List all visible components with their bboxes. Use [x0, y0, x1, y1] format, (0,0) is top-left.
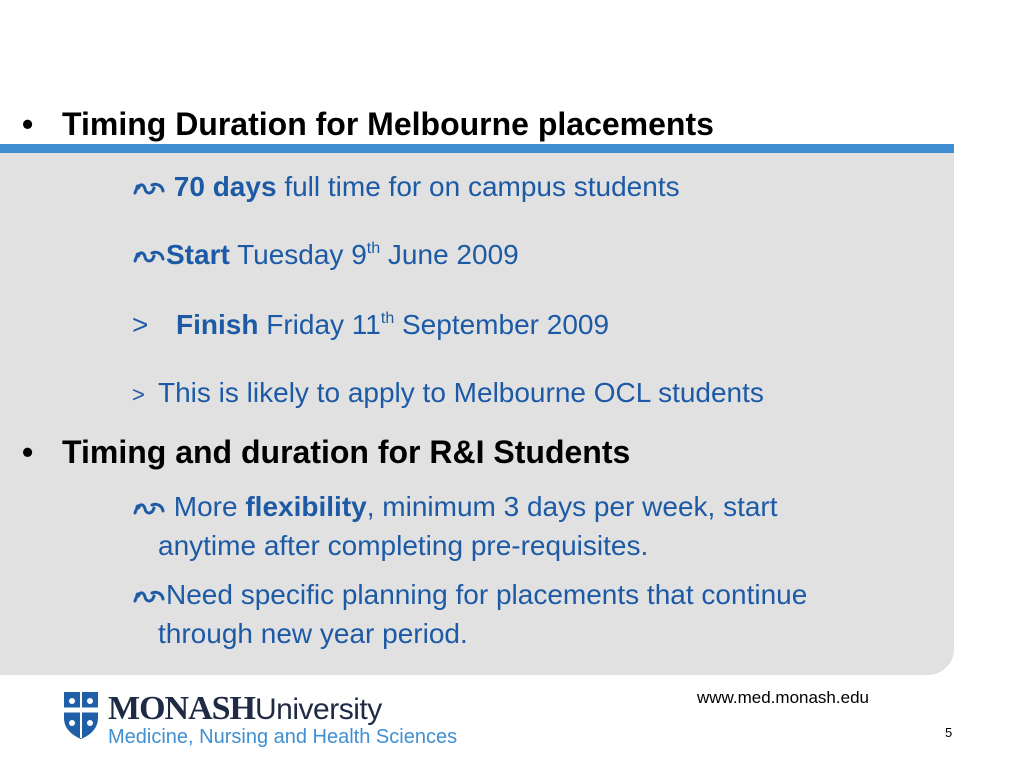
arrow-bullet-icon: >	[132, 382, 145, 407]
monash-crest-icon	[62, 690, 100, 740]
swirl-bullet-icon	[132, 170, 166, 204]
sub-item-start: Start Tuesday 9th June 2009	[132, 238, 519, 272]
sub-item-flexibility-line2: anytime after completing pre-requisites.	[158, 530, 649, 561]
swirl-bullet-icon	[132, 238, 166, 272]
logo-faculty: Medicine, Nursing and Health Sciences	[108, 726, 458, 748]
sub-item-planning: Need specific planning for placements that continue	[132, 578, 807, 612]
logo-wordmark: MONASHUniversity	[108, 690, 382, 727]
swirl-bullet-icon	[132, 578, 166, 612]
footer-url: www.med.monash.edu	[697, 688, 869, 707]
arrow-bullet-icon: >	[132, 309, 149, 340]
sub-item-planning-line2: through new year period.	[158, 618, 468, 649]
sub-item-days: 70 days full time for on campus students	[132, 170, 680, 204]
sub-item-likely: > This is likely to apply to Melbourne OCL students	[132, 377, 764, 408]
page-number: 5	[945, 725, 953, 740]
swirl-bullet-icon	[132, 490, 166, 524]
bullet-ri-students: • Timing and duration for R&I Students	[22, 434, 631, 470]
bullet-dot-icon: •	[22, 434, 34, 470]
bullet-dot-icon: •	[22, 106, 34, 142]
accent-stripe	[0, 144, 954, 153]
sub-item-finish: > Finish Friday 11th September 2009	[132, 309, 610, 340]
bullet-melbourne: • Timing Duration for Melbourne placements	[22, 106, 714, 142]
sub-item-flexibility: More flexibility, minimum 3 days per week, start	[132, 490, 778, 524]
monash-logo	[62, 688, 462, 752]
